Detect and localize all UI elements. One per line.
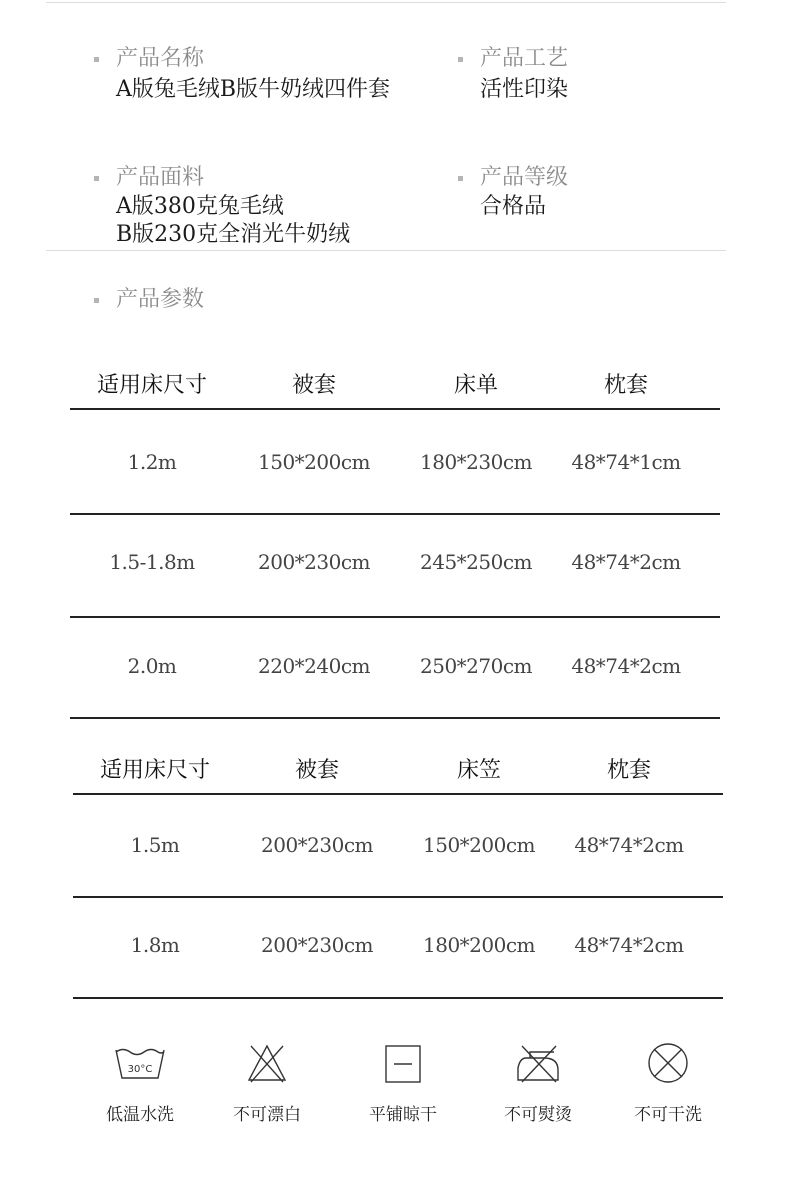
info-product-fabric <box>94 165 350 249</box>
section-divider <box>46 250 726 251</box>
flat-dry-icon <box>375 1040 431 1084</box>
table-cell: 200*230cm <box>260 833 374 857</box>
info-product-grade <box>458 165 568 221</box>
table-cell: 48*74*2cm <box>571 550 681 574</box>
table-header-row <box>70 360 720 408</box>
table-cell: 48*74*1cm <box>571 450 681 474</box>
table-cell: 1.5m <box>130 833 180 857</box>
table-cell: 48*74*2cm <box>574 933 684 957</box>
table-cell: 1.8m <box>130 933 180 957</box>
care-flat-dry <box>343 1040 463 1125</box>
size-table-b <box>73 745 723 957</box>
header-cell: 床笠 <box>456 758 502 783</box>
table-cell: 245*250cm <box>419 550 533 574</box>
care-no-iron <box>478 1040 598 1125</box>
fabric-line-b: B版230克全消光牛奶绒 <box>116 222 351 247</box>
table-cell: 250*270cm <box>419 654 533 678</box>
info-label: 产品参数 <box>94 287 204 313</box>
info-label: 产品面料 <box>94 165 350 191</box>
table-rule <box>70 717 720 719</box>
table-cell: 200*230cm <box>260 933 374 957</box>
care-low-temp-wash <box>80 1040 200 1125</box>
table-cell: 48*74*2cm <box>574 833 684 857</box>
table-row <box>73 795 723 896</box>
header-cell: 适用床尺寸 <box>99 758 211 783</box>
table-row <box>70 410 720 513</box>
info-label: 产品工艺 <box>458 46 568 72</box>
table-row <box>70 618 720 717</box>
care-label: 不可熨烫 <box>504 1105 572 1125</box>
care-label: 不可漂白 <box>233 1105 301 1125</box>
table-cell: 220*240cm <box>257 654 371 678</box>
care-label: 低温水洗 <box>106 1105 174 1125</box>
size-table-a <box>70 360 720 678</box>
no-bleach-icon <box>239 1040 295 1084</box>
info-product-craft <box>458 46 568 104</box>
no-dry-clean-icon <box>640 1040 696 1084</box>
header-cell: 枕套 <box>603 373 649 398</box>
table-cell: 180*200cm <box>422 933 536 957</box>
table-row <box>70 515 720 616</box>
table-rule <box>73 997 723 999</box>
care-label: 不可干洗 <box>634 1105 702 1125</box>
table-cell: 2.0m <box>127 654 177 678</box>
info-label: 产品名称 <box>94 46 390 72</box>
header-cell: 床单 <box>453 373 499 398</box>
fabric-line-a: A版380克兔毛绒 <box>116 194 284 219</box>
table-cell: 200*230cm <box>257 550 371 574</box>
low-temp-wash-icon <box>112 1040 168 1084</box>
header-cell: 适用床尺寸 <box>96 373 208 398</box>
info-value: A版兔毛绒B版牛奶绒四件套 <box>116 77 391 102</box>
table-cell: 1.2m <box>127 450 177 474</box>
care-no-dry-clean <box>608 1040 728 1125</box>
table-cell: 150*200cm <box>422 833 536 857</box>
info-product-name <box>94 46 390 104</box>
header-cell: 被套 <box>294 758 340 783</box>
table-row <box>73 898 723 997</box>
header-cell: 被套 <box>291 373 337 398</box>
info-label: 产品等级 <box>458 165 568 191</box>
no-iron-icon <box>510 1040 566 1084</box>
table-header-row <box>73 745 723 793</box>
header-cell: 枕套 <box>606 758 652 783</box>
care-label: 平铺晾干 <box>369 1105 437 1125</box>
top-divider <box>46 2 726 3</box>
table-cell: 150*200cm <box>257 450 371 474</box>
info-value: 合格品 <box>480 194 547 219</box>
wash-temp-label: 30°C <box>127 1064 153 1075</box>
care-no-bleach <box>207 1040 327 1125</box>
info-value <box>94 193 350 249</box>
table-cell: 48*74*2cm <box>571 654 681 678</box>
table-cell: 1.5-1.8m <box>109 550 195 574</box>
table-cell: 180*230cm <box>419 450 533 474</box>
info-value: 活性印染 <box>480 77 569 102</box>
info-product-params <box>94 287 204 313</box>
